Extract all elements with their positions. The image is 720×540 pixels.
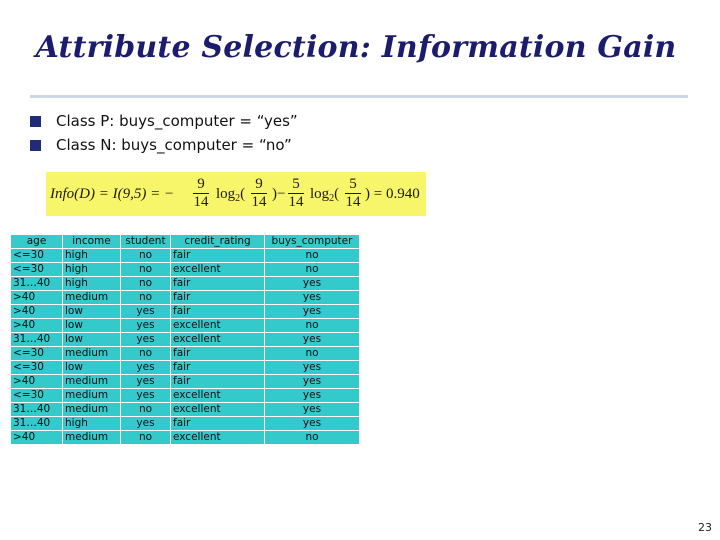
table-row [11, 417, 360, 431]
table-row [11, 361, 360, 375]
cell-income: high [63, 417, 121, 431]
cell-age: >40 [11, 305, 63, 319]
cell-income: medium [63, 375, 121, 389]
cell-credit-rating: excellent [171, 431, 265, 445]
cell-credit-rating: excellent [171, 319, 265, 333]
column-header-student: student [121, 235, 171, 249]
cell-income: low [63, 333, 121, 347]
table-row [11, 249, 360, 263]
formula-result: ) = 0.940 [365, 186, 420, 202]
cell-age: 31…40 [11, 277, 63, 291]
fraction-denominator: 14 [251, 194, 267, 210]
cell-income: medium [63, 389, 121, 403]
cell-buys-computer: yes [265, 277, 360, 291]
cell-income: low [63, 319, 121, 333]
cell-credit-rating: fair [171, 417, 265, 431]
cell-buys-computer: no [265, 319, 360, 333]
cell-credit-rating: excellent [171, 263, 265, 277]
fraction-numerator: 5 [288, 176, 304, 194]
cell-age: <=30 [11, 361, 63, 375]
square-bullet-icon [30, 140, 41, 151]
bullet-text: Class N: buys_computer = “no” [56, 136, 292, 154]
fraction-denominator: 14 [345, 194, 361, 210]
fraction-numerator: 5 [345, 176, 361, 194]
cell-buys-computer: no [265, 263, 360, 277]
cell-income: low [63, 305, 121, 319]
cell-age: <=30 [11, 347, 63, 361]
cell-credit-rating: excellent [171, 389, 265, 403]
cell-buys-computer: yes [265, 305, 360, 319]
cell-income: medium [63, 291, 121, 305]
fraction-denominator: 14 [288, 194, 304, 210]
fraction [193, 176, 209, 211]
cell-student: no [121, 263, 171, 277]
cell-credit-rating: fair [171, 375, 265, 389]
fraction-denominator: 14 [193, 194, 209, 210]
cell-student: no [121, 403, 171, 417]
cell-buys-computer: no [265, 249, 360, 263]
close-minus: )− [272, 186, 286, 202]
cell-buys-computer: no [265, 431, 360, 445]
cell-student: yes [121, 417, 171, 431]
log-term: $\log_2$( [216, 186, 246, 204]
cell-credit-rating: fair [171, 361, 265, 375]
info-formula [46, 172, 426, 216]
cell-age: >40 [11, 291, 63, 305]
cell-student: yes [121, 389, 171, 403]
cell-credit-rating: excellent [171, 403, 265, 417]
table-row [11, 347, 360, 361]
column-header-age: age [11, 235, 63, 249]
table-row [11, 305, 360, 319]
bullet-item [30, 110, 298, 134]
cell-student: no [121, 277, 171, 291]
slide-title: Attribute Selection: Information Gain [35, 30, 677, 65]
cell-credit-rating: fair [171, 347, 265, 361]
cell-student: no [121, 347, 171, 361]
cell-buys-computer: yes [265, 375, 360, 389]
cell-income: high [63, 277, 121, 291]
cell-age: >40 [11, 319, 63, 333]
table-row [11, 431, 360, 445]
formula-lhs: Info(D) = I(9,5) = − [50, 186, 175, 202]
table-header-row [11, 235, 360, 249]
cell-credit-rating: fair [171, 291, 265, 305]
square-bullet-icon [30, 116, 41, 127]
cell-income: medium [63, 431, 121, 445]
cell-age: <=30 [11, 249, 63, 263]
table-row [11, 277, 360, 291]
table-row [11, 263, 360, 277]
cell-student: yes [121, 319, 171, 333]
cell-age: 31…40 [11, 333, 63, 347]
training-data-table [10, 234, 360, 445]
cell-income: low [63, 361, 121, 375]
cell-income: medium [63, 347, 121, 361]
cell-age: >40 [11, 375, 63, 389]
cell-credit-rating: excellent [171, 333, 265, 347]
cell-buys-computer: yes [265, 417, 360, 431]
cell-age: <=30 [11, 389, 63, 403]
table-row [11, 403, 360, 417]
table-row [11, 333, 360, 347]
cell-income: high [63, 249, 121, 263]
cell-income: medium [63, 403, 121, 417]
fraction [288, 176, 304, 211]
cell-student: no [121, 249, 171, 263]
cell-student: no [121, 291, 171, 305]
cell-student: yes [121, 305, 171, 319]
table-row [11, 291, 360, 305]
page-number: 23 [698, 521, 712, 534]
fraction-numerator: 9 [193, 176, 209, 194]
column-header-income: income [63, 235, 121, 249]
cell-age: <=30 [11, 263, 63, 277]
cell-credit-rating: fair [171, 277, 265, 291]
table-row [11, 389, 360, 403]
cell-credit-rating: fair [171, 305, 265, 319]
bullet-item [30, 134, 298, 158]
cell-credit-rating: fair [171, 249, 265, 263]
bullet-text: Class P: buys_computer = “yes” [56, 112, 298, 130]
cell-buys-computer: yes [265, 333, 360, 347]
fraction [251, 176, 267, 211]
cell-student: yes [121, 333, 171, 347]
table-row [11, 375, 360, 389]
column-header-buys-computer: buys_computer [265, 235, 360, 249]
fraction [345, 176, 361, 211]
cell-age: 31…40 [11, 417, 63, 431]
title-divider [30, 95, 688, 98]
cell-age: >40 [11, 431, 63, 445]
cell-student: yes [121, 375, 171, 389]
table-row [11, 319, 360, 333]
cell-buys-computer: yes [265, 389, 360, 403]
fraction-numerator: 9 [251, 176, 267, 194]
cell-buys-computer: yes [265, 291, 360, 305]
log-term: $\log_2$( [310, 186, 340, 204]
column-header-credit-rating: credit_rating [171, 235, 265, 249]
cell-buys-computer: no [265, 347, 360, 361]
cell-student: no [121, 431, 171, 445]
cell-age: 31…40 [11, 403, 63, 417]
cell-student: yes [121, 361, 171, 375]
cell-buys-computer: yes [265, 403, 360, 417]
bullet-list [30, 110, 298, 158]
cell-income: high [63, 263, 121, 277]
cell-buys-computer: yes [265, 361, 360, 375]
